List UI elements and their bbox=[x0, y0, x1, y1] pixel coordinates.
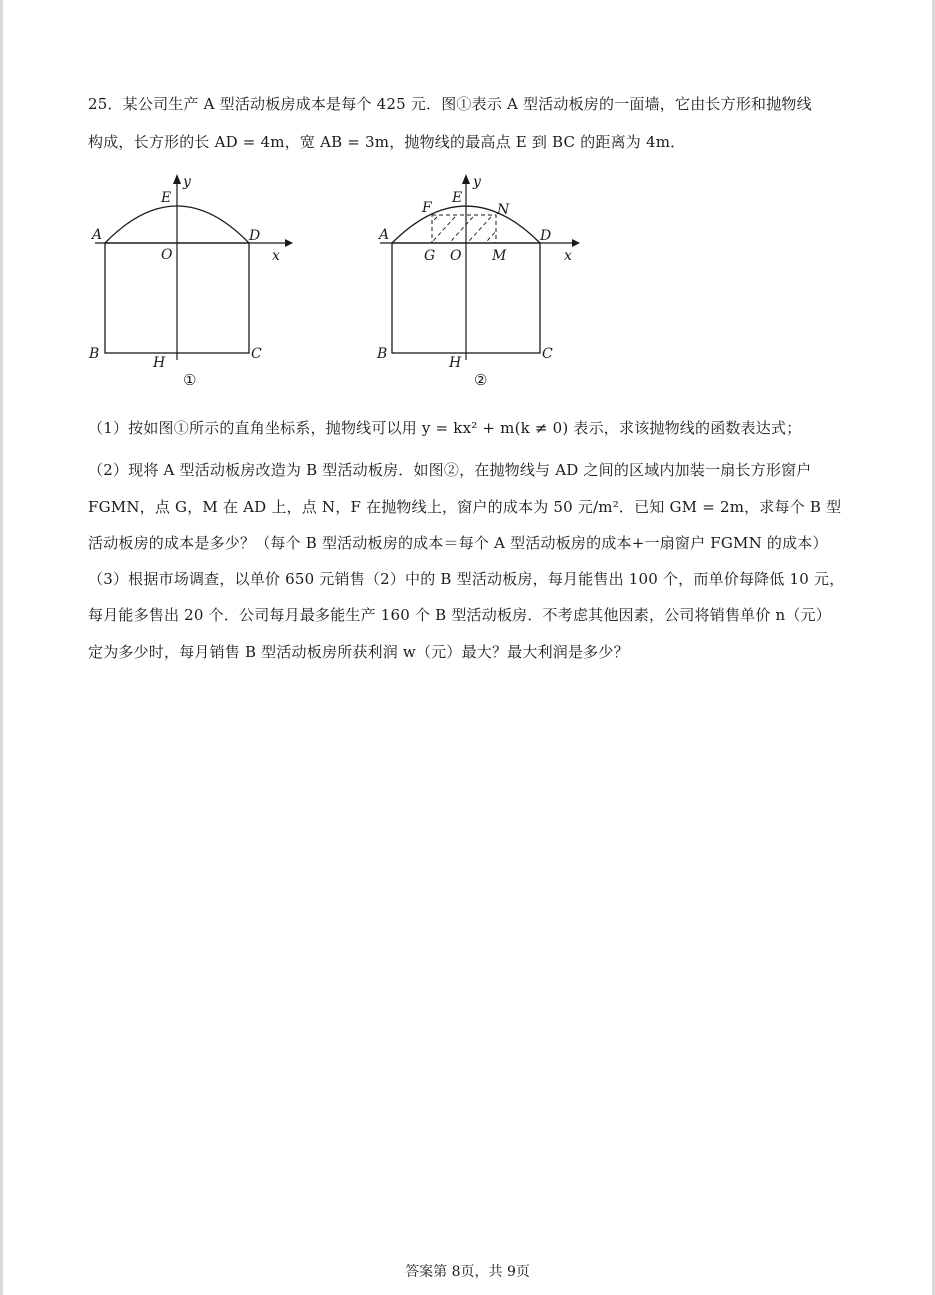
figure-2-caption: ② bbox=[474, 371, 488, 389]
question-2-line-1: （2）现将 A 型活动板房改造为 B 型活动板房．如图②，在抛物线与 AD 之间的区域内加装一扇长方形窗户 bbox=[88, 461, 812, 479]
label-E: E bbox=[452, 190, 463, 206]
window-fgmn bbox=[432, 215, 496, 243]
label-D: D bbox=[540, 228, 552, 244]
y-axis-arrow bbox=[173, 174, 181, 184]
label-D: D bbox=[249, 228, 261, 244]
label-O: O bbox=[450, 248, 462, 264]
figure-1 bbox=[85, 170, 300, 392]
label-H: H bbox=[153, 355, 166, 371]
label-N: N bbox=[497, 202, 510, 218]
label-E: E bbox=[161, 190, 172, 206]
label-y: y bbox=[183, 174, 191, 190]
x-axis-arrow bbox=[572, 239, 580, 247]
figure-2 bbox=[372, 170, 587, 392]
label-y: y bbox=[473, 174, 481, 190]
label-B: B bbox=[377, 346, 388, 362]
page-edge-left bbox=[0, 0, 3, 1295]
label-A: A bbox=[92, 227, 103, 243]
problem-line-1: 25．某公司生产 A 型活动板房成本是每个 425 元．图①表示 A 型活动板房的一面墙，它由长方形和抛物线 bbox=[88, 95, 812, 113]
question-3-line-2: 每月能多售出 20 个．公司每月最多能生产 160 个 B 型活动板房．不考虑其他因素，公司将销售单价 n（元） bbox=[88, 606, 831, 624]
label-F: F bbox=[422, 200, 432, 216]
label-C: C bbox=[251, 346, 262, 362]
label-x: x bbox=[272, 248, 280, 264]
label-O: O bbox=[161, 247, 173, 263]
problem-line-2: 构成，长方形的长 AD = 4m，宽 AB = 3m，抛物线的最高点 E 到 BC 的距离为 4m． bbox=[88, 133, 686, 151]
label-A: A bbox=[379, 227, 390, 243]
question-2-line-3: 活动板房的成本是多少？（每个 B 型活动板房的成本＝每个 A 型活动板房的成本+一扇窗户 FGMN 的成本） bbox=[88, 534, 828, 552]
figure-1-caption: ① bbox=[183, 371, 197, 389]
page-footer: 答案第 8页，共 9页 bbox=[405, 1264, 530, 1280]
y-axis-arrow bbox=[462, 174, 470, 184]
x-axis-arrow bbox=[285, 239, 293, 247]
label-B: B bbox=[89, 346, 100, 362]
label-C: C bbox=[542, 346, 553, 362]
question-2-line-2: FGMN，点 G，M 在 AD 上，点 N，F 在抛物线上，窗户的成本为 50 元/m²．已知 GM = 2m，求每个 B 型 bbox=[88, 498, 842, 516]
label-G: G bbox=[424, 248, 436, 264]
question-3-line-1: （3）根据市场调查，以单价 650 元销售（2）中的 B 型活动板房，每月能售出 100 个，而单价每降低 10 元， bbox=[88, 570, 845, 588]
label-M: M bbox=[492, 248, 507, 264]
question-1: （1）按如图①所示的直角坐标系，抛物线可以用 y = kx² + m(k ≠ 0) 表示，求该抛物线的函数表达式； bbox=[88, 419, 802, 437]
question-3-line-3: 定为多少时，每月销售 B 型活动板房所获利润 w（元）最大？最大利润是多少？ bbox=[88, 643, 629, 661]
label-H: H bbox=[449, 355, 462, 371]
label-x: x bbox=[564, 248, 572, 264]
